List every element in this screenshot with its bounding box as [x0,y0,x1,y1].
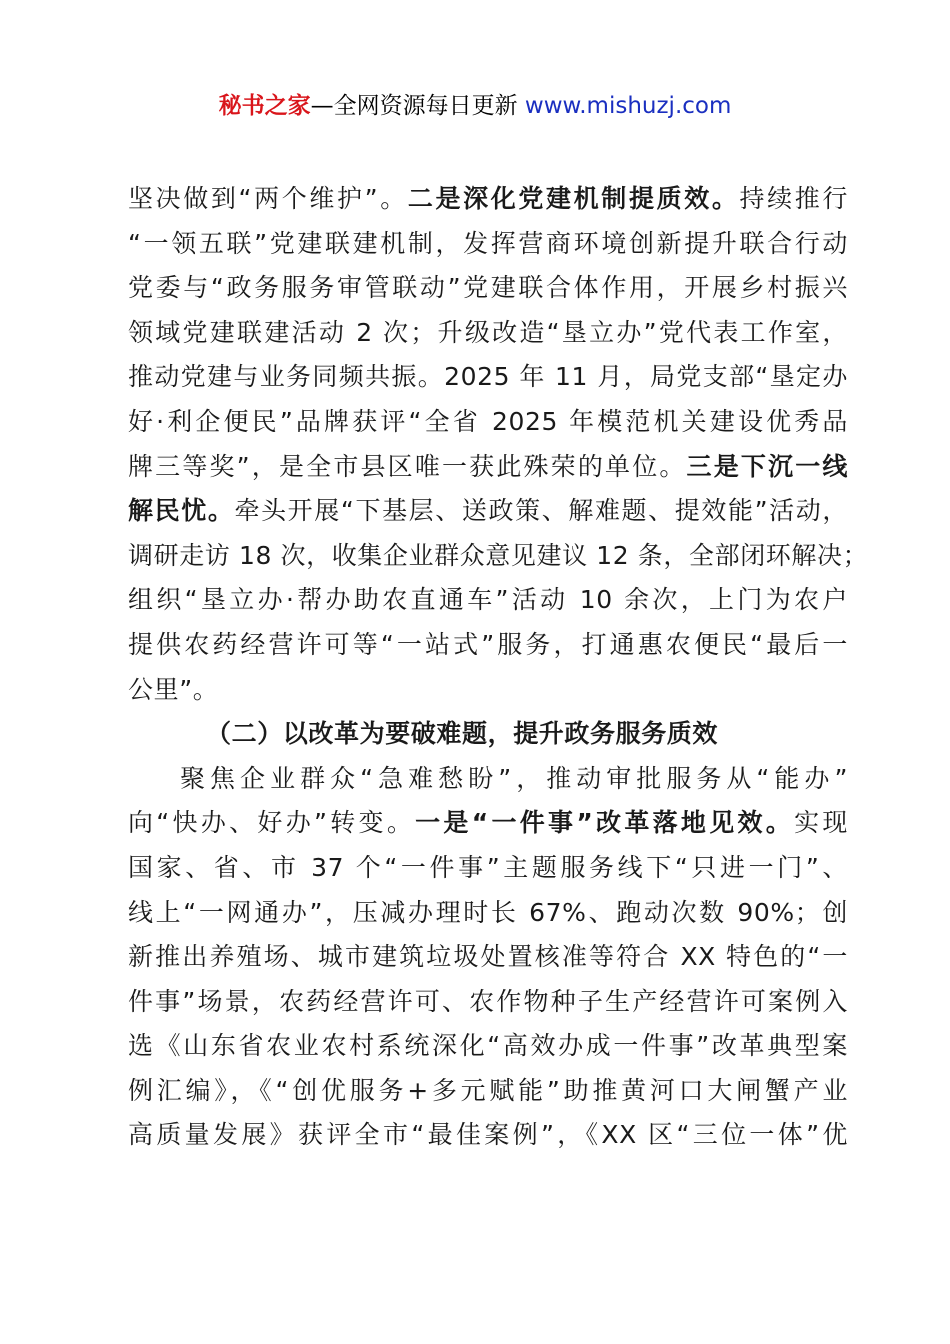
text-line: 国家、省、市 37 个“一件事”主题服务线下“只进一门”、 [128,852,848,882]
text-line: 件事”场景，农药经营许可、农作物种子生产经营许可案例入 [128,986,848,1016]
section-heading: （二）以改革为要破难题，提升政务服务质效 [206,719,719,749]
site-url-link[interactable]: www.mishuzj.com [524,93,732,119]
text-line: 牌三等奖”，是全市县区唯一获此殊荣的单位。三是下沉一线 [128,451,848,481]
page-header [0,90,950,122]
bold-highlight: 二是深化党建机制提质效。 [407,184,740,213]
document-body [128,177,869,1158]
text-line: 领域党建联建活动 2 次；升级改造“垦立办”党代表工作室， [128,317,848,347]
text-line: 推动党建与业务同频共振。2025 年 11 月，局党支部“垦定办 [128,362,848,392]
text-line: 提供农药经营许可等“一站式”服务，打通惠农便民“最后一 [128,629,848,659]
text-line: 组织“垦立办·帮办助农直通车”活动 10 余次，上门为农户 [128,585,848,615]
text-line: 解民忧。牵头开展“下基层、送政策、解难题、提效能”活动， [128,496,848,526]
text-line: 调研走访 18 次，收集企业群众意见建议 12 条，全部闭环解决； [128,540,869,570]
text-line: 例汇编》，《“创优服务+多元赋能”助推黄河口大闸蟹产业 [128,1075,848,1105]
text-line: 聚焦企业群众“急难愁盼”，推动审批服务从“能办” [180,763,848,793]
bold-highlight: 一是“一件事”改革落地见效。 [415,808,795,838]
text-line: 坚决做到“两个维护”。二是深化党建机制提质效。持续推行 [128,184,848,213]
bold-highlight: 三是下沉一线 [686,451,848,481]
bold-highlight: 解民忧。 [128,496,235,526]
text-line: 选《山东省农业农村系统深化“高效办成一件事”改革典型案 [128,1031,848,1061]
site-brand: 秘书之家 [218,93,311,119]
site-tagline: —全网资源每日更新 [310,93,525,119]
text-line: 新推出养殖场、城市建筑垃圾处置核准等符合 XX 特色的“一 [128,942,848,972]
text-line: 向“快办、好办”转变。一是“一件事”改革落地见效。实现 [128,808,849,838]
text-line: “一领五联”党建联建机制，发挥营商环境创新提升联合行动 [128,228,848,258]
text-line: 高质量发展》获评全市“最佳案例”，《XX 区“三位一体”优 [128,1120,848,1150]
text-line: 好·利企便民”品牌获评“全省 2025 年模范机关建设优秀品 [128,406,848,436]
text-line: 线上“一网通办”，压减办理时长 67%、跑动次数 90%；创 [128,897,848,927]
text-line: 公里”。 [128,674,219,704]
text-line: 党委与“政务服务审管联动”党建联合体作用，开展乡村振兴 [128,273,848,303]
